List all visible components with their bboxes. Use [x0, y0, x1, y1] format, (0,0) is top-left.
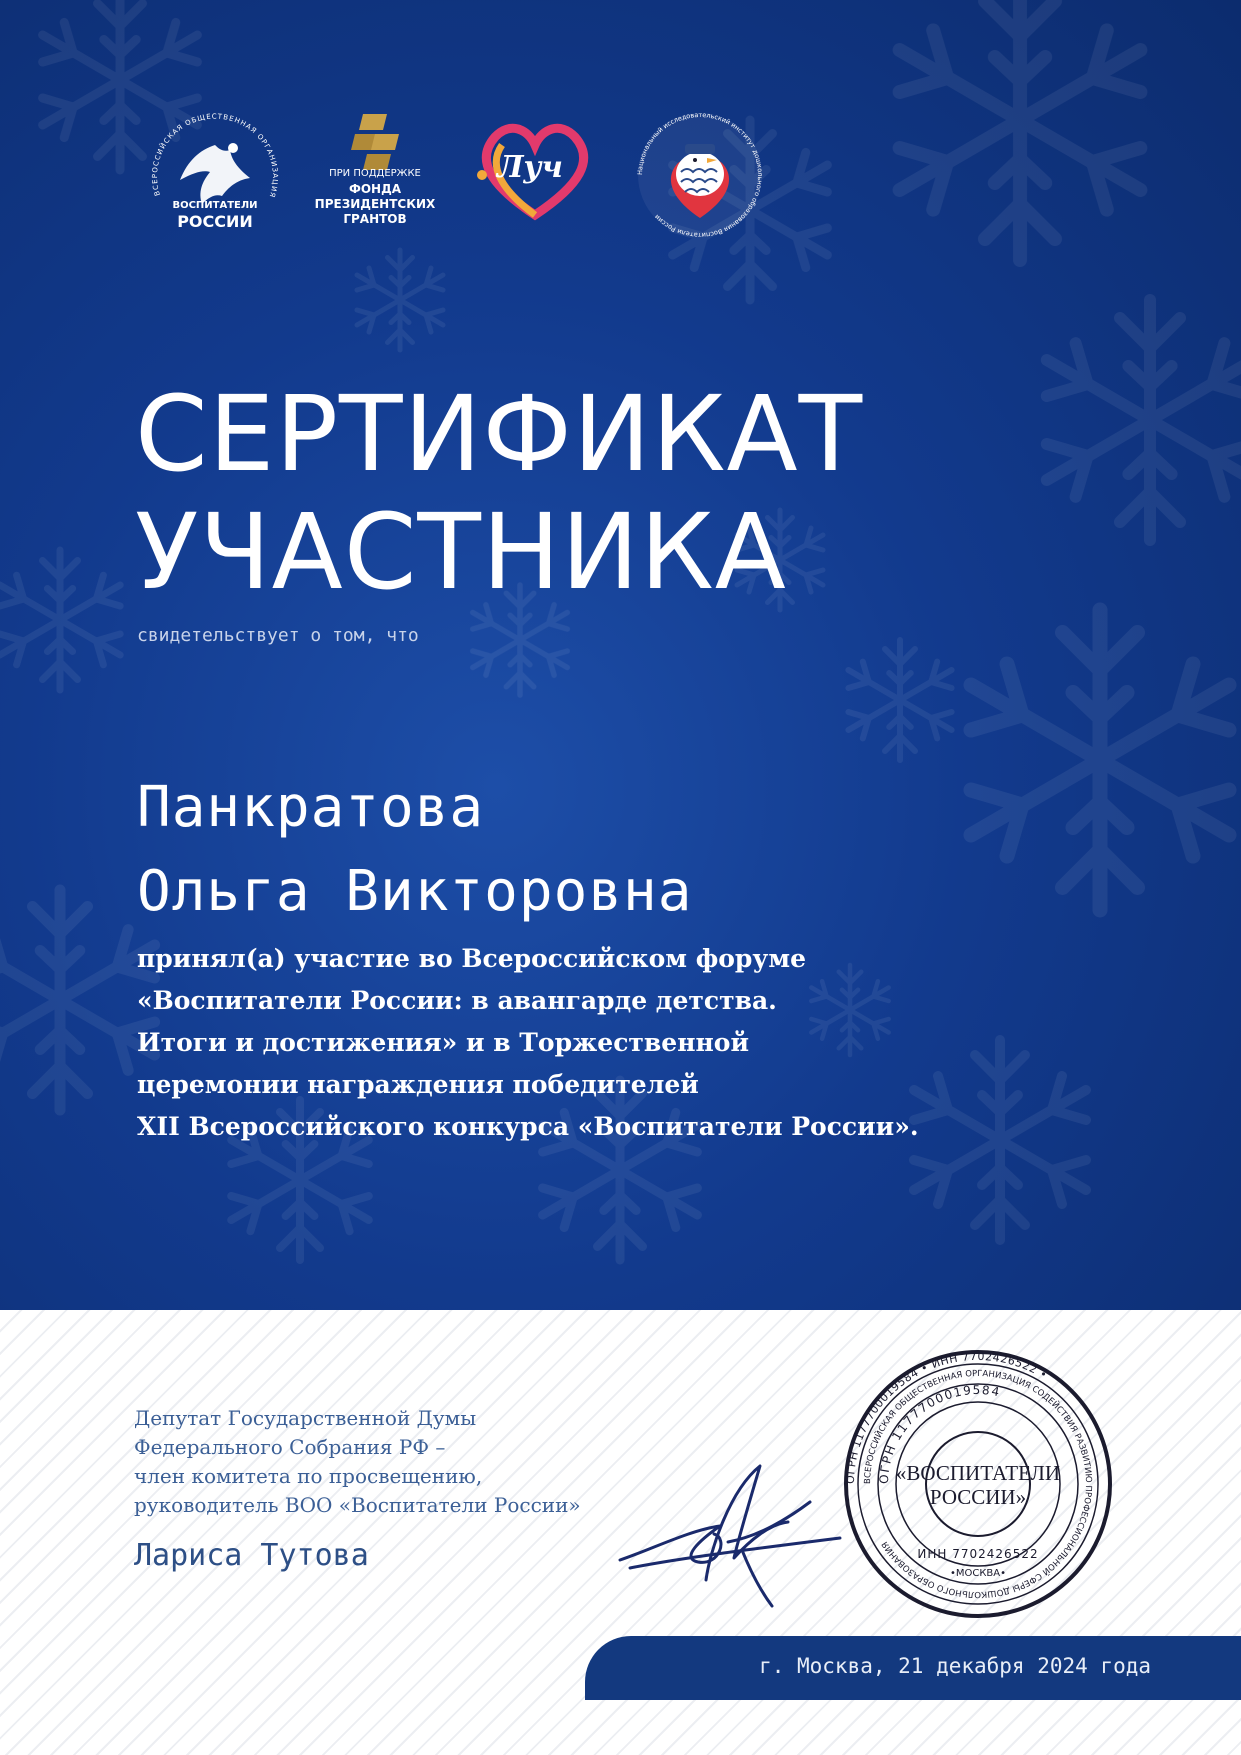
recipient-name [137, 766, 692, 934]
signer-position [134, 1404, 581, 1520]
fund-logo-line4: ГРАНТОВ [343, 212, 407, 226]
stamp-inner-ring-text: ВСЕРОССИЙСКАЯ ОБЩЕСТВЕННАЯ ОРГАНИЗАЦИЯ СОДЕЙСТВИЯ РАЗВИТИЮ ПРОФЕССИОНАЛЬНОЙ СФЕРЫ ДОШКОЛЬНОГО ОБРАЗОВАНИЯ [862, 1368, 1094, 1600]
stamp-inn-text: ИНН 7702426522 [917, 1547, 1039, 1561]
certificate-date: г. Москва, 21 декабря 2024 года [759, 1654, 1151, 1678]
certificate-title [135, 375, 863, 611]
fund-logo-line2: ФОНДА [348, 182, 402, 196]
presidential-grants-fund-logo [305, 110, 445, 235]
certificate-description [137, 938, 1077, 1148]
description-line: церемонии награждения победителей [137, 1070, 699, 1099]
signer-position-line: Федерального Собрания РФ – [134, 1435, 446, 1459]
vospitateli-logo-line2: РОССИИ [177, 212, 253, 231]
stamp-center-line2: РОССИИ» [929, 1485, 1027, 1509]
vospitateli-logo-arc-text: ВСЕРОССИЙСКАЯ ОБЩЕСТВЕННАЯ ОРГАНИЗАЦИЯ [150, 112, 280, 200]
institute-logo-arc-text: Национальный исследовательский институт дошкольного образования Воспитатели России [635, 110, 765, 240]
institute-logo [625, 100, 775, 250]
vospitateli-rossii-logo [140, 100, 290, 245]
organization-stamp [838, 1344, 1118, 1624]
fund-logo-line1: ПРИ ПОДДЕРЖКЕ [329, 168, 421, 179]
certificate-title-line2: УЧАСТНИКА [135, 491, 787, 613]
handwritten-signature [610, 1430, 850, 1610]
certificate-title-line1: СЕРТИФИКАТ [135, 373, 864, 495]
grants-emblem-icon [305, 110, 445, 172]
description-line: Итоги и достижения» и в Торжественной [137, 1028, 750, 1057]
signer-position-line: руководитель ВОО «Воспитатели России» [134, 1493, 581, 1517]
certificate-subtitle: свидетельствует о том, что [137, 625, 419, 646]
stamp-center-line1: «ВОСПИТАТЕЛИ [895, 1461, 1061, 1485]
description-line: XII Всероссийского конкурса «Воспитатели России». [137, 1112, 919, 1141]
signer-position-line: Депутат Государственной Думы [134, 1406, 477, 1430]
description-line: принял(а) участие во Всероссийском форуме [137, 944, 807, 973]
recipient-given-names: Ольга Викторовна [137, 859, 693, 924]
vospitateli-logo-line1: ВОСПИТАТЕЛИ [172, 200, 258, 211]
stamp-city-text: •МОСКВА• [949, 1568, 1007, 1579]
recipient-surname: Панкратова [137, 775, 485, 840]
stamp-outer-text: ОГРН 1177700019584 • ИНН 7702426522 • [843, 1349, 1050, 1485]
date-bar [585, 1636, 1241, 1700]
luch-logo [470, 115, 600, 225]
luch-logo-text: Луч [497, 150, 563, 185]
signer-position-line: член комитета по просвещению, [134, 1464, 483, 1488]
signer-name: Лариса Тутова [134, 1538, 369, 1573]
stamp-ogrn-text: ОГРН 1177700019584 [876, 1382, 1003, 1485]
description-line: «Воспитатели России: в авангарде детства. [137, 986, 777, 1015]
fund-logo-line3: ПРЕЗИДЕНТСКИХ [314, 197, 436, 211]
